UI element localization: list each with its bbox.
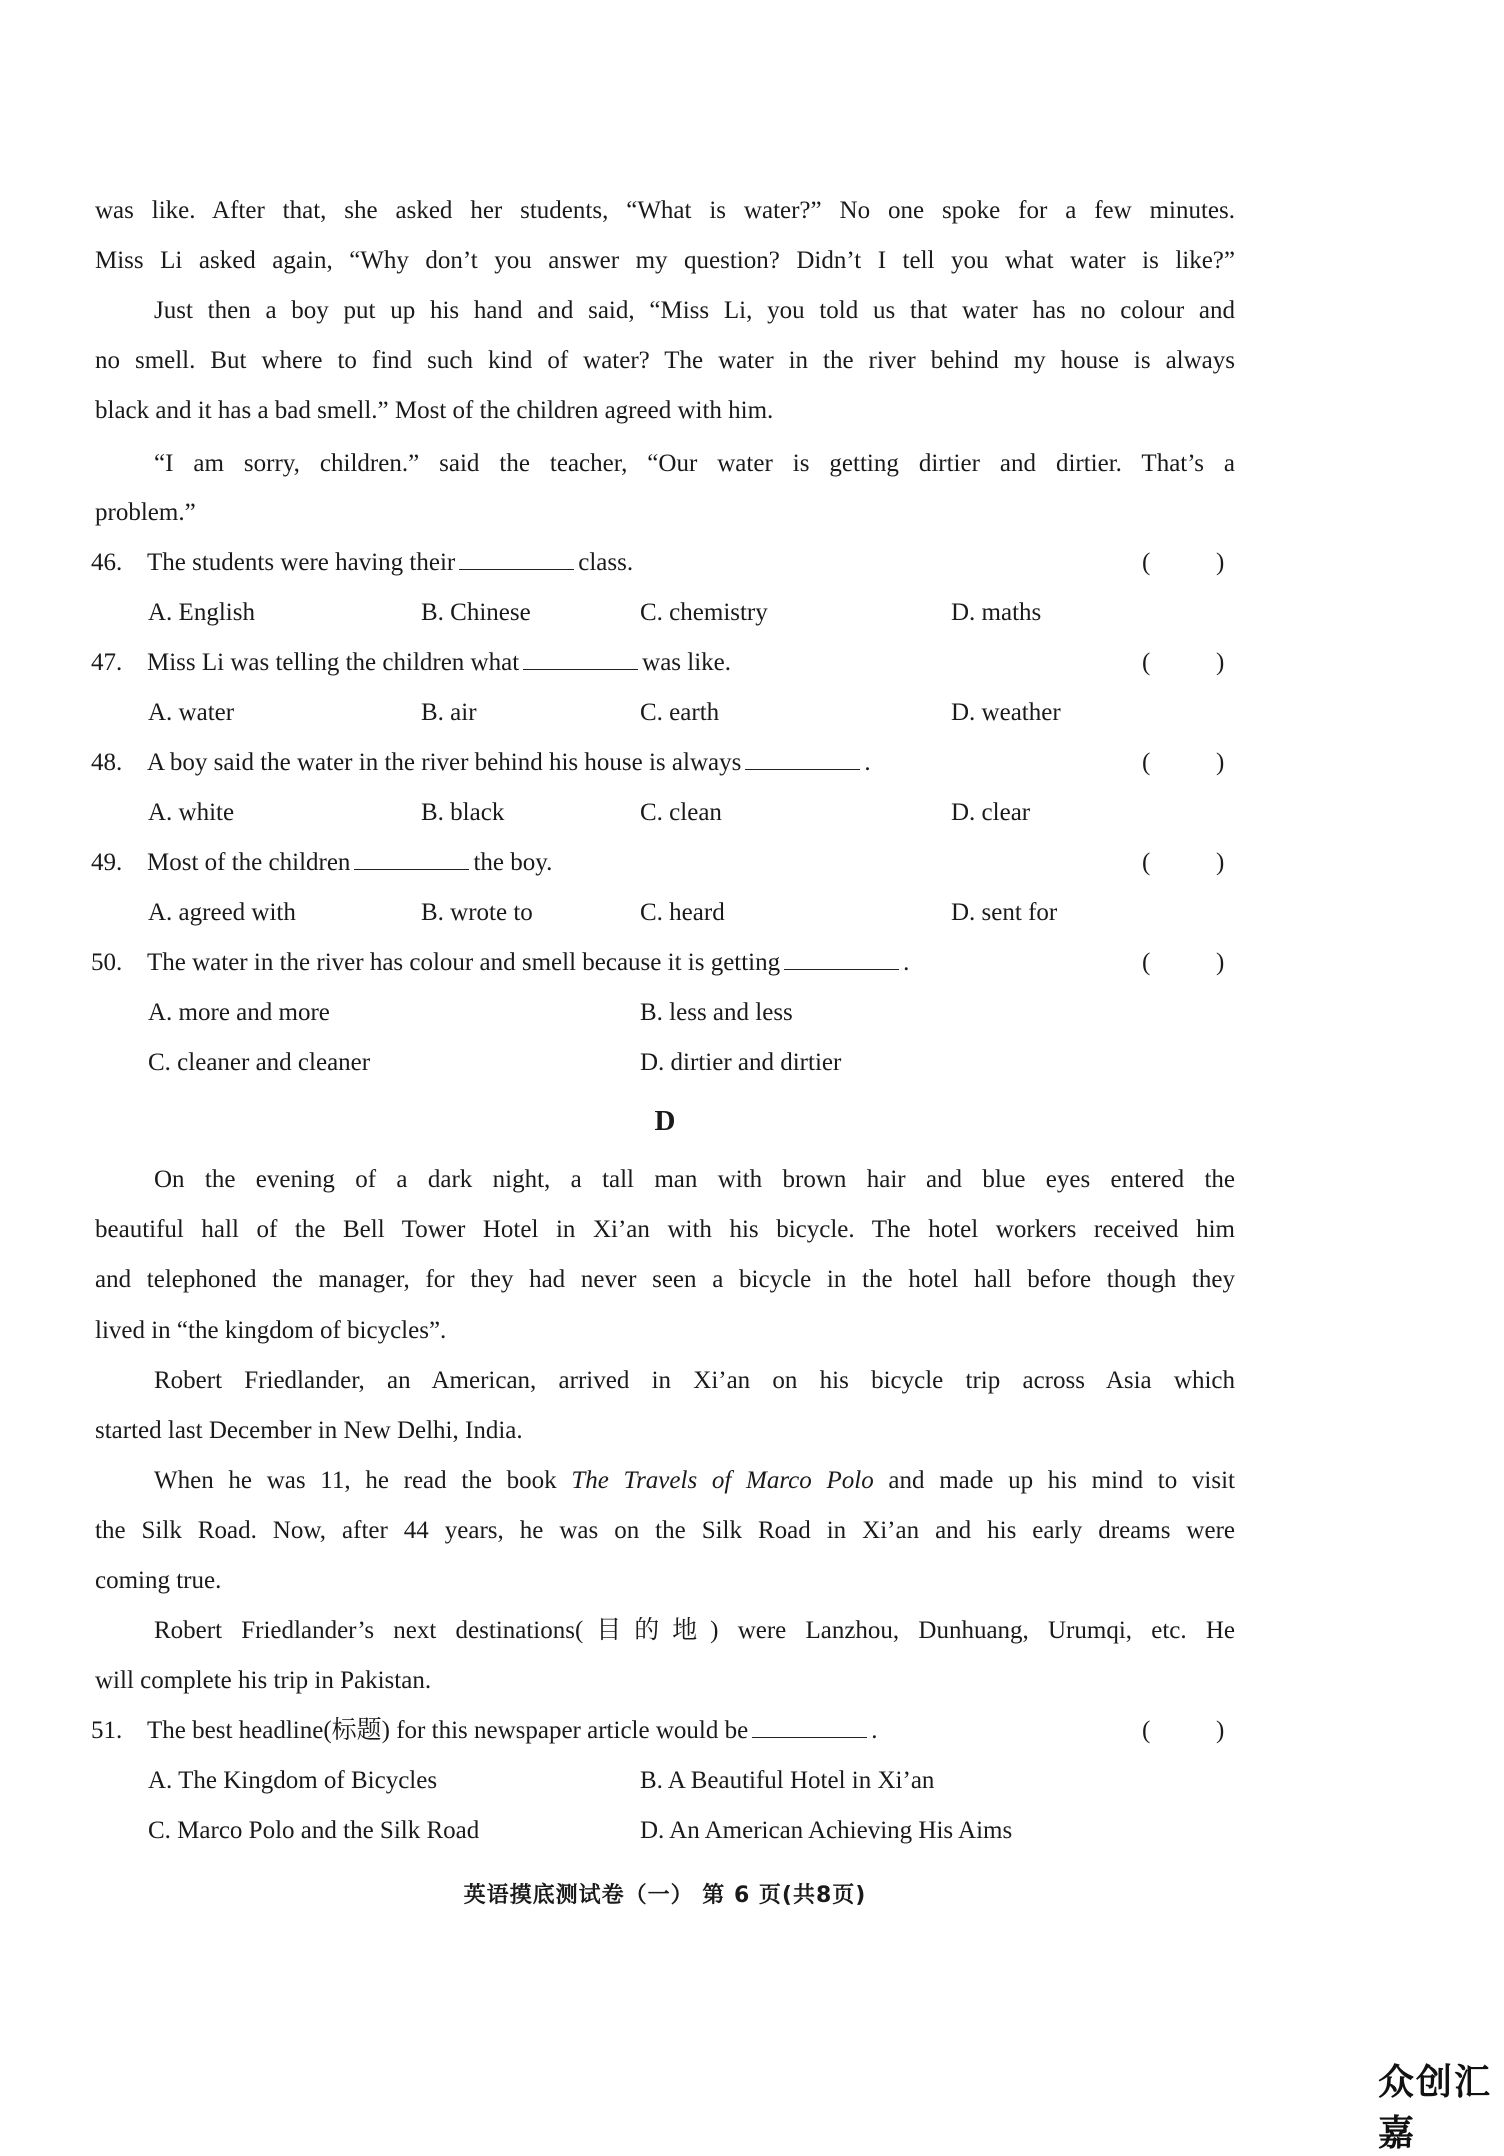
question-number: 51. bbox=[91, 1717, 123, 1744]
option-a[interactable]: A. English bbox=[148, 599, 255, 626]
question-number: 47. bbox=[91, 649, 123, 676]
option-b[interactable]: B. air bbox=[421, 699, 477, 726]
question-text: Miss Li was telling the children what bbox=[147, 649, 520, 676]
question-text: The students were having their bbox=[147, 549, 456, 576]
passage-text: When he was 11, he read the book bbox=[154, 1467, 557, 1494]
passage-line bbox=[154, 1464, 1235, 1498]
question-number: 46. bbox=[91, 549, 123, 576]
answer-blank bbox=[752, 1715, 867, 1738]
passage-line: the Silk Road. Now, after 44 years, he was on the Silk Road in Xi’an and his early dreams were bbox=[95, 1517, 1235, 1544]
passage-line: Robert Friedlander, an American, arrived in Xi’an on his bicycle trip across Asia which bbox=[154, 1367, 1235, 1394]
answer-blank bbox=[745, 747, 860, 770]
option-c[interactable]: C. chemistry bbox=[640, 599, 768, 626]
passage-text: and made up his mind to visit bbox=[888, 1467, 1235, 1494]
option-d[interactable]: D. sent for bbox=[951, 899, 1058, 926]
option-a[interactable]: A. white bbox=[148, 799, 235, 826]
answer-blank bbox=[354, 847, 469, 870]
option-b[interactable]: B. less and less bbox=[640, 999, 793, 1026]
option-b[interactable]: B. A Beautiful Hotel in Xi’an bbox=[640, 1767, 935, 1794]
question-text-end: . bbox=[864, 749, 871, 776]
question-text: The best headline(标题) for this newspaper article would be bbox=[147, 1717, 749, 1744]
option-a[interactable]: A. agreed with bbox=[148, 899, 296, 926]
question-number: 50. bbox=[91, 949, 123, 976]
answer-blank bbox=[459, 547, 574, 570]
option-c[interactable]: C. clean bbox=[640, 799, 722, 826]
passage-line: beautiful hall of the Bell Tower Hotel in Xi’an with his bicycle. The hotel workers received him bbox=[95, 1216, 1235, 1243]
passage-line: was like. After that, she asked her students, “What is water?” No one spoke for a few minutes. bbox=[95, 197, 1235, 224]
passage-line: problem.” bbox=[95, 499, 196, 526]
question-text-end: was like. bbox=[642, 649, 732, 676]
option-d[interactable]: D. clear bbox=[951, 799, 1031, 826]
option-b[interactable]: B. wrote to bbox=[421, 899, 533, 926]
passage-line: black and it has a bad smell.” Most of the children agreed with him. bbox=[95, 397, 774, 424]
book-title: The Travels of Marco Polo bbox=[571, 1467, 874, 1494]
passage-line: will complete his trip in Pakistan. bbox=[95, 1667, 432, 1694]
passage-line: lived in “the kingdom of bicycles”. bbox=[95, 1317, 447, 1344]
option-c[interactable]: C. Marco Polo and the Silk Road bbox=[148, 1817, 480, 1844]
question-text-end: . bbox=[903, 949, 910, 976]
option-b[interactable]: B. Chinese bbox=[421, 599, 531, 626]
passage-line: started last December in New Delhi, India. bbox=[95, 1417, 523, 1444]
question-text-end: class. bbox=[578, 549, 634, 576]
passage-line: no smell. But where to find such kind of water? The water in the river behind my house is always bbox=[95, 347, 1235, 374]
question-text: A boy said the water in the river behind his house is always bbox=[147, 749, 742, 776]
option-a[interactable]: A. water bbox=[148, 699, 235, 726]
question-text: Most of the children bbox=[147, 849, 351, 876]
option-b[interactable]: B. black bbox=[421, 799, 505, 826]
option-c[interactable]: C. heard bbox=[640, 899, 725, 926]
passage-line: On the evening of a dark night, a tall man with brown hair and blue eyes entered the bbox=[154, 1166, 1235, 1193]
passage-line: and telephoned the manager, for they had never seen a bicycle in the hotel hall before though they bbox=[95, 1266, 1235, 1293]
option-d[interactable]: D. weather bbox=[951, 699, 1061, 726]
question-text: The water in the river has colour and smell because it is getting bbox=[147, 949, 781, 976]
question-text-end: . bbox=[871, 1717, 878, 1744]
question-number: 49. bbox=[91, 849, 123, 876]
passage-line: “I am sorry, children.” said the teacher, “Our water is getting dirtier and dirtier. That’s a bbox=[154, 450, 1235, 477]
answer-blank bbox=[523, 647, 638, 670]
option-c[interactable]: C. earth bbox=[640, 699, 720, 726]
option-d[interactable]: D. dirtier and dirtier bbox=[640, 1049, 842, 1076]
passage-line: Just then a boy put up his hand and said, “Miss Li, you told us that water has no colour and bbox=[154, 297, 1235, 324]
question-text-end: the boy. bbox=[473, 849, 553, 876]
passage-line: Miss Li asked again, “Why don’t you answer my question? Didn’t I tell you what water is like?” bbox=[95, 247, 1235, 274]
option-d[interactable]: D. An American Achieving His Aims bbox=[640, 1817, 1013, 1844]
option-a[interactable]: A. The Kingdom of Bicycles bbox=[148, 1767, 438, 1794]
section-heading-d: D bbox=[654, 1105, 676, 1137]
passage-line: coming true. bbox=[95, 1567, 222, 1594]
option-d[interactable]: D. maths bbox=[951, 599, 1042, 626]
question-number: 48. bbox=[91, 749, 123, 776]
page-footer: 英语摸底测试卷（一） 第 6 页(共8页) bbox=[463, 1883, 867, 1908]
watermark-logo: 众创汇嘉 bbox=[1378, 2062, 1493, 2154]
passage-line: Robert Friedlander’s next destinations(目的地) were Lanzhou, Dunhuang, Urumqi, etc. He bbox=[154, 1617, 1235, 1644]
option-a[interactable]: A. more and more bbox=[148, 999, 330, 1026]
option-c[interactable]: C. cleaner and cleaner bbox=[148, 1049, 371, 1076]
answer-blank bbox=[784, 947, 899, 970]
